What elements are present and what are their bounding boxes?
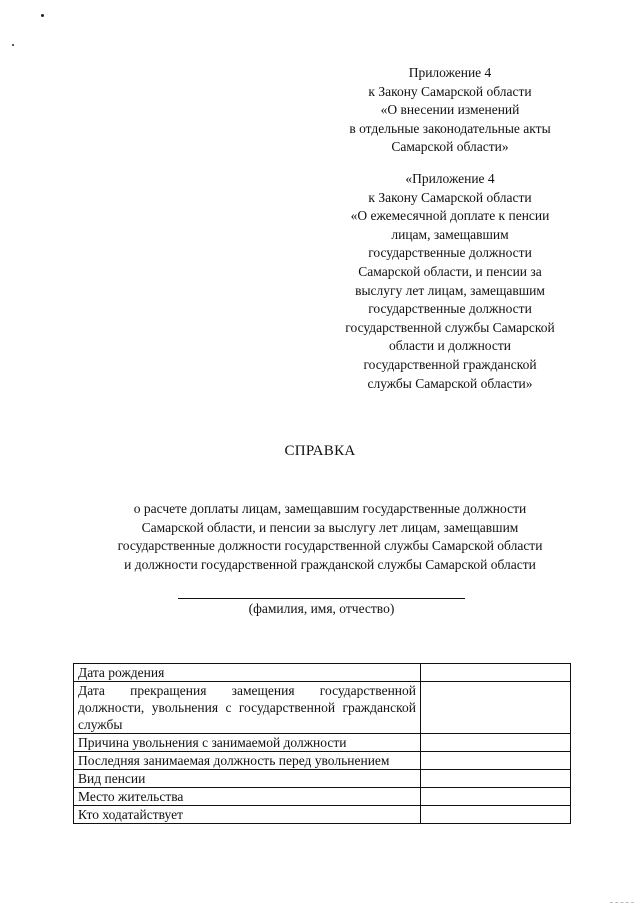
row-label-birth-date: Дата рождения (74, 664, 421, 682)
appendix-header-line: Приложение 4 (408, 65, 492, 80)
scan-speck (41, 14, 44, 17)
appendix-quote-line: государственной гражданской (363, 356, 537, 372)
appendix-quote-line: области и должности (388, 338, 512, 354)
row-label-pension-type: Вид пенсии (74, 770, 421, 788)
scan-speck (12, 44, 14, 46)
table-row (74, 806, 571, 824)
table-row (74, 664, 571, 682)
row-label-petitioner: Кто ходатайствует (74, 806, 421, 824)
appendix-header-line: Самарской области» (391, 139, 509, 155)
appendix-quote-line: к Закону Самарской области (368, 189, 532, 205)
row-label-termination-date: Дата прекращения замещения государственной должности, увольнения с государственной гражданской службы (74, 682, 421, 734)
subtitle-line: и должности государственной гражданской службы Самарской области (124, 556, 536, 572)
table-row (74, 734, 571, 752)
scan-edge-mark (610, 902, 634, 903)
appendix-header-line: в отдельные законодательные акты (349, 120, 551, 136)
appendix-quote-line: государственные должности (368, 245, 532, 261)
appendix-quote (320, 170, 580, 393)
row-value-petitioner (421, 806, 571, 824)
row-value-dismissal-reason (421, 734, 571, 752)
row-value-birth-date (421, 664, 571, 682)
table-row (74, 682, 571, 734)
appendix-quote-line: выслугу лет лицам, замещавшим (355, 282, 545, 298)
appendix-quote-line: «О ежемесячной доплате к пенсии (350, 208, 550, 224)
appendix-header-line: к Закону Самарской области (368, 83, 532, 99)
info-table (73, 663, 571, 824)
row-value-residence (421, 788, 571, 806)
full-name-caption: (фамилия, имя, отчество) (248, 601, 395, 616)
subtitle-line: Самарской области, и пенсии за выслугу лет лицам, замещавшим (141, 519, 519, 535)
appendix-quote-line: лицам, замещавшим (391, 226, 509, 242)
table-row (74, 770, 571, 788)
row-value-pension-type (421, 770, 571, 788)
row-value-termination-date (421, 682, 571, 734)
appendix-quote-line: «Приложение 4 (405, 171, 495, 186)
document-title: СПРАВКА (284, 443, 356, 459)
appendix-quote-line: Самарской области, и пенсии за (358, 263, 542, 279)
table-row (74, 752, 571, 770)
appendix-quote-line: государственные должности (368, 301, 532, 317)
row-label-last-position: Последняя занимаемая должность перед увольнением (74, 752, 421, 770)
row-value-last-position (421, 752, 571, 770)
appendix-quote-line: службы Самарской области» (367, 375, 533, 391)
appendix-header-line: «О внесении изменений (380, 102, 520, 118)
table-row (74, 788, 571, 806)
document-subtitle (70, 500, 590, 574)
row-label-dismissal-reason: Причина увольнения с занимаемой должности (74, 734, 421, 752)
appendix-quote-line: государственной службы Самарской (345, 319, 555, 335)
full-name-blank-line (178, 598, 465, 599)
subtitle-line: о расчете доплаты лицам, замещавшим государственные должности (133, 501, 527, 516)
appendix-header (320, 64, 580, 157)
row-label-residence: Место жительства (74, 788, 421, 806)
subtitle-line: государственные должности государственной службы Самарской области (117, 538, 543, 554)
